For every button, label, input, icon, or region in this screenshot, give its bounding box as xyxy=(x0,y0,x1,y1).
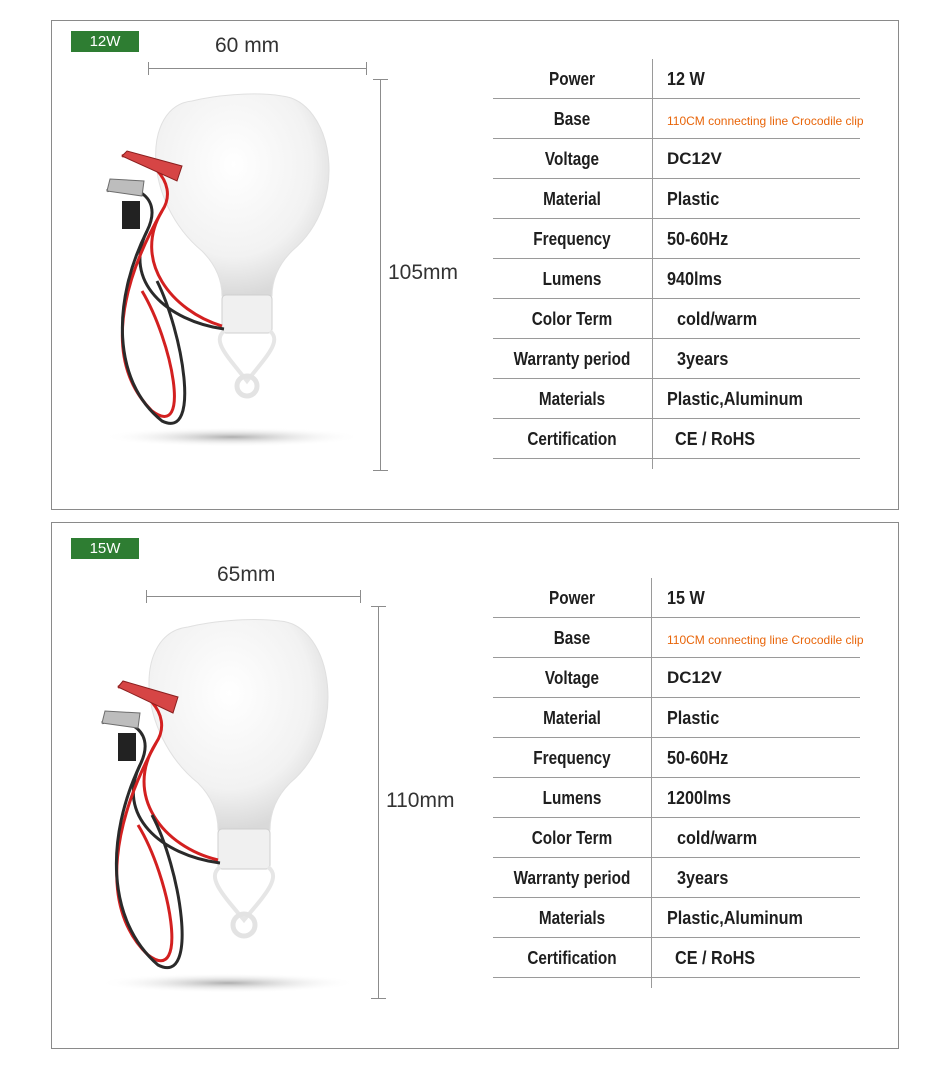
spec-key: Warranty period xyxy=(513,349,631,369)
spec-row-voltage xyxy=(493,658,860,698)
spec-table xyxy=(493,59,864,459)
spec-key: Power xyxy=(549,588,595,608)
spec-row-color-term xyxy=(493,299,860,339)
spec-value: DC12V xyxy=(667,668,722,687)
width-dimension-tick-left xyxy=(148,62,149,75)
spec-key: Color Term xyxy=(531,309,613,329)
width-dimension-label: 65mm xyxy=(217,563,276,586)
spec-key: Materials xyxy=(538,908,606,928)
spec-row-materials xyxy=(493,898,860,938)
spec-value: Plastic,Aluminum xyxy=(667,908,803,928)
height-dimension-label: 105mm xyxy=(388,261,459,284)
spec-value: cold/warm xyxy=(677,309,758,329)
width-dimension-label: 60 mm xyxy=(215,34,280,57)
product-panel-12w xyxy=(51,20,899,510)
spec-key: Lumens xyxy=(542,269,602,289)
spec-value: Plastic xyxy=(667,189,720,209)
spec-value: cold/warm xyxy=(677,828,758,848)
width-dimension-line xyxy=(148,68,367,69)
spec-value: Plastic xyxy=(667,708,720,728)
spec-key: Frequency xyxy=(533,748,611,768)
product-panel-15w xyxy=(51,522,899,1049)
spec-key: Power xyxy=(549,69,595,89)
height-dimension-label: 110mm xyxy=(386,789,455,812)
spec-key: Certification xyxy=(527,429,617,449)
spec-row-material xyxy=(493,698,860,738)
spec-value: 110CM connecting line Crocodile clip xyxy=(667,114,864,128)
width-dimension-tick-left xyxy=(146,590,147,603)
width-dimension-line xyxy=(146,596,361,597)
spec-key: Material xyxy=(543,189,601,209)
spec-value: 940lms xyxy=(667,269,722,289)
spec-row-certification xyxy=(493,938,860,978)
spec-row-material xyxy=(493,179,860,219)
light-bulb-icon xyxy=(82,81,382,481)
spec-key: Voltage xyxy=(544,149,600,169)
spec-value: 3years xyxy=(677,349,729,369)
spec-key: Voltage xyxy=(544,668,600,688)
spec-value: 50-60Hz xyxy=(667,748,729,768)
spec-key: Frequency xyxy=(533,229,611,249)
width-dimension-tick-right xyxy=(360,590,361,603)
spec-row-warranty xyxy=(493,858,860,898)
spec-value: CE / RoHS xyxy=(675,429,756,449)
spec-value: 50-60Hz xyxy=(667,229,729,249)
spec-value: DC12V xyxy=(667,149,722,168)
spec-row-lumens xyxy=(493,259,860,299)
spec-row-frequency xyxy=(493,219,860,259)
spec-row-warranty xyxy=(493,339,860,379)
height-dimension-tick-top xyxy=(373,79,388,80)
spec-row-color-term xyxy=(493,818,860,858)
spec-key: Warranty period xyxy=(513,868,631,888)
spec-row-frequency xyxy=(493,738,860,778)
height-dimension-tick-top xyxy=(371,606,386,607)
spec-value: 1200lms xyxy=(667,788,731,808)
spec-row-power xyxy=(493,59,860,99)
spec-key: Material xyxy=(543,708,601,728)
spec-key: Color Term xyxy=(531,828,613,848)
spec-row-voltage xyxy=(493,139,860,179)
spec-value: 3years xyxy=(677,868,729,888)
spec-key: Base xyxy=(553,109,591,129)
spec-row-lumens xyxy=(493,778,860,818)
wattage-badge: 12W xyxy=(71,31,139,52)
width-dimension-tick-right xyxy=(366,62,367,75)
spec-row-base xyxy=(493,99,864,139)
spec-value: Plastic,Aluminum xyxy=(667,389,803,409)
spec-value: 15 W xyxy=(667,588,705,608)
spec-key: Certification xyxy=(527,948,617,968)
spec-key: Lumens xyxy=(542,788,602,808)
height-dimension-line xyxy=(378,606,379,999)
spec-table xyxy=(493,578,864,978)
wattage-badge: 15W xyxy=(71,538,139,559)
spec-row-materials xyxy=(493,379,860,419)
spec-key: Materials xyxy=(538,389,606,409)
spec-row-base xyxy=(493,618,864,658)
light-bulb-icon xyxy=(78,615,378,1015)
spec-value: 110CM connecting line Crocodile clip xyxy=(667,633,864,647)
spec-row-certification xyxy=(493,419,860,459)
spec-value: 12 W xyxy=(667,69,705,89)
spec-key: Base xyxy=(553,628,591,648)
spec-value: CE / RoHS xyxy=(675,948,756,968)
spec-row-power xyxy=(493,578,860,618)
